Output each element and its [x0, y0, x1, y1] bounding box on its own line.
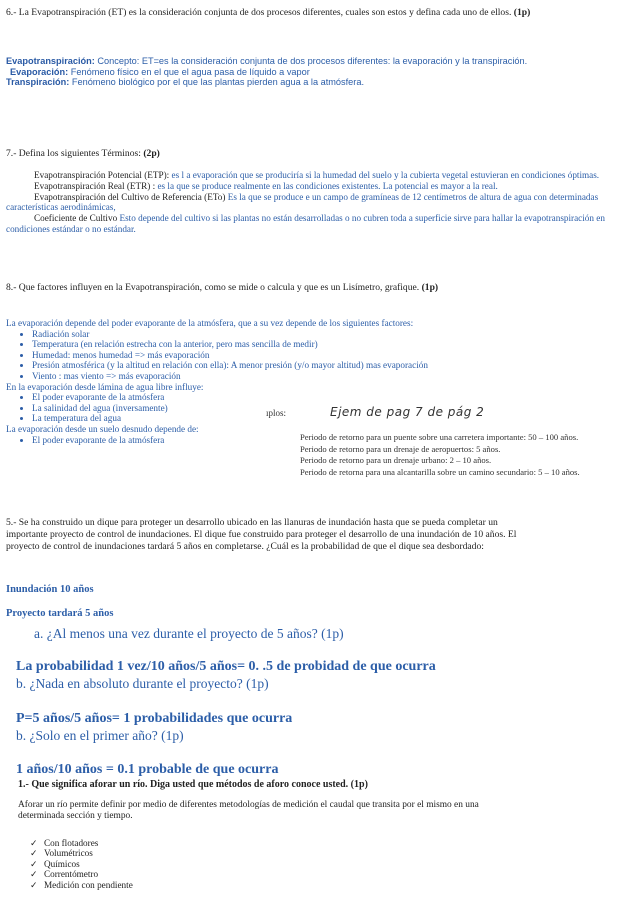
- list-item: [30, 848, 133, 858]
- q8-factor-list: [6, 329, 466, 382]
- inset-label: ıplos:: [266, 408, 287, 418]
- q6-a1-label: Evapotranspiración:: [6, 56, 95, 66]
- q7-etr: [6, 181, 618, 192]
- check-icon: ✓: [30, 848, 38, 859]
- q8-soil-intro: La evaporación desde un suelo desnudo depende de:: [6, 423, 199, 434]
- method-label: Químicos: [44, 858, 80, 869]
- q7-kc-def: Esto depende del cultivo si las plantas no están desarrolladas o no cubren toda a superficie sirve para hallar la evapotranspiración en condiciones estándar o no estándar.: [6, 213, 605, 234]
- inset-line-airport: Periodo de retorno para un drenaje de aeropuertos: 5 años.: [300, 443, 501, 454]
- q5-answer-c: 1 años/10 años = 0.1 probable de que ocurra: [16, 762, 279, 777]
- handwritten-note: Ejem de pag 7 de pág 2: [330, 405, 485, 419]
- method-label: Con flotadores: [44, 838, 99, 848]
- list-item: • El poder evaporante de la atmósfera: [32, 435, 466, 446]
- q6-a1-text: Concepto: ET=es la consideración conjunta de dos procesos diferentes: la evaporación y la transpiración.: [94, 56, 528, 66]
- q1-answer: Aforar un río permite definir por medio de diferentes metodologías de medición el caudal que transita por el mismo en una determinada sección y tiempo.: [18, 800, 479, 821]
- q7-prompt-text: 7.- Defina los siguientes Términos:: [6, 148, 141, 159]
- q6-a2-label: Evaporación:: [10, 66, 69, 77]
- check-icon: ✓: [30, 879, 38, 890]
- list-item: • Radiación solar: [32, 329, 466, 340]
- q6-points: (1p): [513, 7, 531, 18]
- q5-data-flood: Inundación 10 años: [6, 584, 94, 595]
- check-icon: ✓: [30, 858, 38, 869]
- method-label: Correntómetro: [44, 869, 99, 880]
- method-label: Volumétricos: [44, 848, 93, 859]
- q7-points: (2p): [143, 148, 160, 159]
- list-item: [30, 880, 133, 890]
- q8-answer: [6, 318, 466, 445]
- q1-methods-list: [20, 838, 133, 890]
- list-item: • La salinidad del agua (inversamente): [32, 403, 466, 414]
- q7-eto-term: Evapotranspiración del Cultivo de Referencia (ETo): [34, 191, 228, 202]
- q7-kc: [6, 213, 618, 235]
- list-item: • Presión atmosférica (y la altitud en relación con ella): A menor presión (y/o mayor altitud) mas evaporación: [32, 360, 466, 371]
- q7-definitions: [6, 170, 618, 235]
- q7-eto: [6, 192, 618, 214]
- q1-prompt: 1.- Que significa aforar un río. Diga usted que métodos de aforo conoce usted. (1p): [18, 779, 368, 790]
- q5-question-b: b. ¿Nada en absoluto durante el proyecto? (1p): [16, 676, 269, 691]
- q7-prompt: [6, 148, 616, 160]
- q7-eto-def: Es la que se produce e un campo de gramíneas de 12 centímetros de altura de agua con determinadas características aerodinámicas,: [6, 191, 599, 213]
- inset-line-culvert: Periodo de retorna para una alcantarilla sobre un camino secundario: 5 – 10 años.: [300, 466, 580, 477]
- q6-prompt-text: 6.- La Evapotranspiración (ET) es la consideración conjunta de dos procesos diferentes, cuales son estos y defina cada uno de ellos.: [6, 7, 512, 18]
- list-item: [30, 869, 133, 879]
- list-item: [30, 838, 133, 848]
- q5-answer-b: P=5 años/5 años= 1 probabilidades que ocurra: [16, 711, 293, 726]
- q7-etr-term: Evapotranspiración Real (ETR) :: [34, 180, 158, 191]
- q7-kc-term: Coeficiente de Cultivo: [34, 213, 120, 224]
- list-item: • Temperatura (en relación estrecha con la anterior, pero mas sencilla de medir): [32, 339, 466, 350]
- q5-prompt: 5.- Se ha construido un dique para proteger un desarrollo ubicado en las llanuras de inundación hasta que se pueda completar un importante proyecto de control de inundaciones. El dique fue construido para proteger el desarrollo de una inundación de 10 años. El proyecto de control de inundaciones tardará 5 años en completarse. ¿Cuál es la probabilidad de que el dique sea desbordado:: [6, 517, 517, 552]
- q7-etp: [6, 170, 618, 181]
- q8-intro: La evaporación depende del poder evaporante de la atmósfera, que a su vez depende de los siguientes factores:: [6, 318, 414, 328]
- method-label: Medición con pendiente: [44, 879, 133, 890]
- q5-data-project: Proyecto tardará 5 años: [6, 608, 114, 619]
- q8-prompt-text: 8.- Que factores influyen en la Evapotranspiración, como se mide o calcula y que es un Lisímetro, grafique.: [6, 282, 420, 293]
- q5-answer-a: La probabilidad 1 vez/10 años/5 años= 0. .5 de probidad de que ocurra: [16, 659, 436, 674]
- list-item: • Viento : mas viento => más evaporación: [32, 371, 466, 382]
- q6-answer-evaporacion: [6, 67, 606, 78]
- q6-answer: [6, 56, 606, 88]
- inset-line-bridge: Periodo de retorno para un puente sobre una carretera importante: 50 – 100 años.: [300, 432, 579, 442]
- q7-etp-term: Evapotranspiración Potencial (ETP):: [34, 170, 172, 180]
- list-item: • El poder evaporante de la atmósfera: [32, 392, 466, 403]
- q5-question-a: a. ¿Al menos una vez durante el proyecto de 5 años? (1p): [34, 626, 344, 641]
- q6-a3-text: Fenómeno biológico por el que las plantas pierden agua a la atmósfera.: [69, 77, 365, 88]
- q8-points: (1p): [421, 282, 439, 293]
- q6-a2-text: Fenómeno físico en el que el agua pasa de líquido a vapor: [68, 66, 310, 77]
- inset-line-urban: Periodo de retorno para un drenaje urbano: 2 – 10 años.: [300, 455, 492, 466]
- list-item: • Humedad: menos humedad => más evaporación: [32, 350, 466, 361]
- q7-etr-def: es la que se produce realmente en las condiciones existentes. La potencial es mayor a la real.: [157, 180, 498, 191]
- list-item: [30, 859, 133, 869]
- q5-question-c: b. ¿Solo en el primer año? (1p): [16, 728, 184, 743]
- q6-a3-label: Transpiración:: [6, 77, 70, 88]
- q8-free-intro: En la evaporación desde lámina de agua libre influye:: [6, 381, 204, 392]
- check-icon: ✓: [30, 838, 38, 848]
- q6-prompt: [6, 7, 616, 19]
- check-icon: ✓: [30, 869, 38, 880]
- list-item: • La temperatura del agua: [32, 413, 466, 424]
- q6-answer-evapotranspiracion: [6, 56, 606, 67]
- q8-prompt: [6, 282, 466, 294]
- q6-answer-transpiracion: [6, 77, 606, 88]
- q7-etp-def: es l a evaporación que se produciría si la humedad del suelo y la cubierta vegetal estuvieran en condiciones óptimas.: [171, 170, 600, 180]
